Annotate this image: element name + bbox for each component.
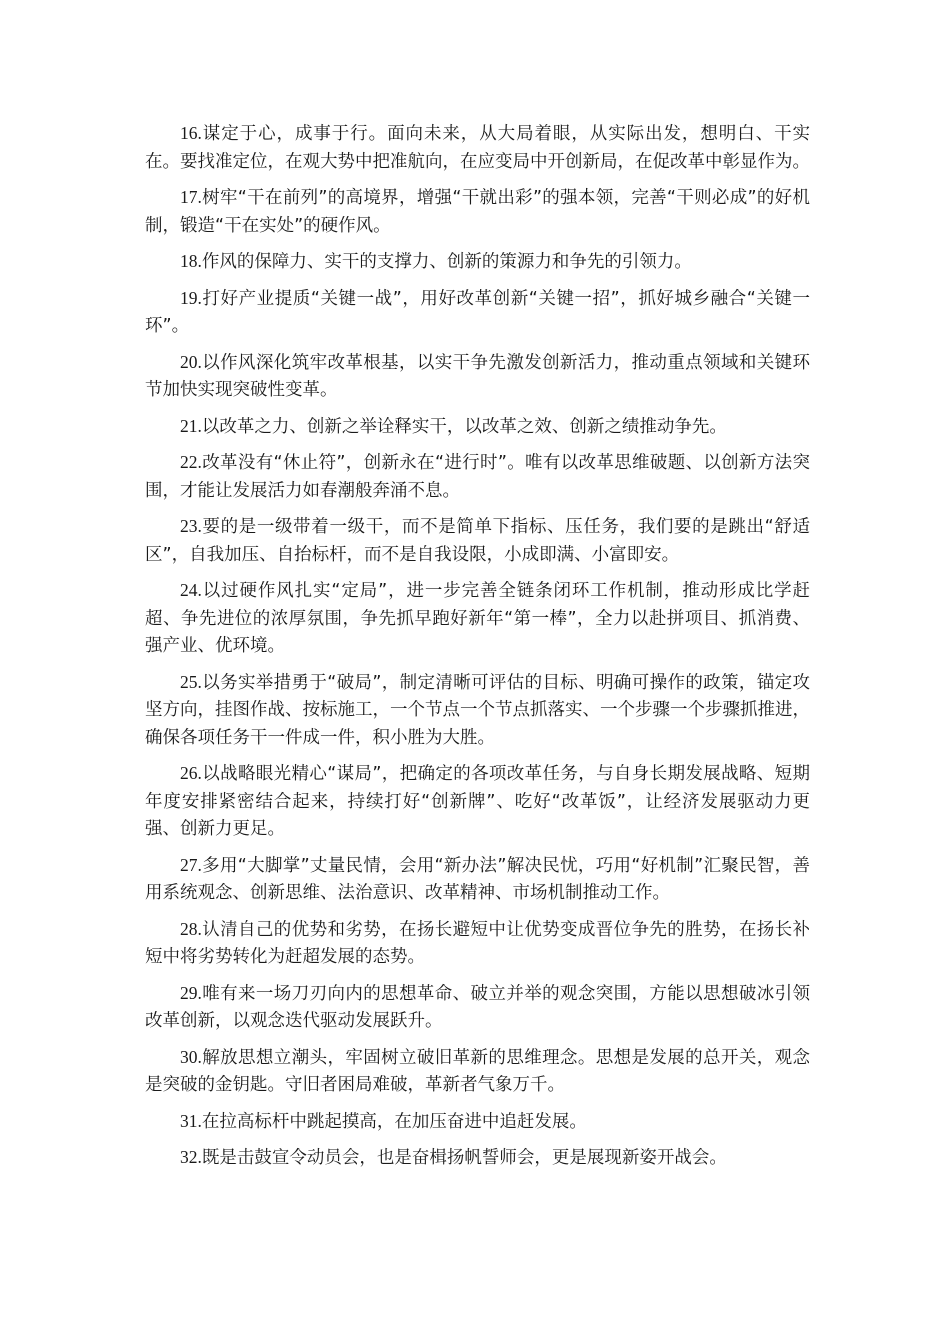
paragraph-text: 在拉高标杆中跳起摸高，在加压奋进中追赶发展。 bbox=[201, 1111, 587, 1132]
paragraph-text: 谋定于心，成事于行。面向未来，从大局着眼，从实际出发，想明白、干实在。要找准定位，在观大势中把准航向，在应变局中开创新局，在促改革中彰显作为。 bbox=[145, 124, 810, 172]
paragraph-22 bbox=[145, 449, 810, 505]
paragraph-26 bbox=[145, 760, 810, 844]
paragraph-text: 改革没有“休止符”，创新永在“进行时”。唯有以改革思维破题、以创新方法突围，才能让发展活力如春潮般奔涌不息。 bbox=[145, 453, 810, 501]
paragraph-text: 树牢“干在前列”的高境界，增强“干就出彩”的强本领，完善“干则必成”的好机制，锻造“干在实处”的硬作风。 bbox=[145, 188, 810, 236]
paragraph-text: 打好产业提质“关键一战”，用好改革创新“关键一招”，抓好城乡融合“关键一环”。 bbox=[145, 288, 810, 336]
paragraph-text: 以战略眼光精心“谋局”，把确定的各项改革任务，与自身长期发展战略、短期年度安排紧密结合起来，持续打好“创新牌”、吃好“改革饭”，让经济发展驱动力更强、创新力更足。 bbox=[145, 764, 810, 839]
paragraph-21 bbox=[145, 413, 810, 442]
paragraph-text: 作风的保障力、实干的支撑力、创新的策源力和争先的引领力。 bbox=[201, 252, 692, 272]
paragraph-text: 以过硬作风扎实“定局”，进一步完善全链条闭环工作机制，推动形成比学赶超、争先进位的浓厚氛围，争先抓早跑好新年“第一棒”，全力以赴拼项目、抓消费、强产业、优环境。 bbox=[145, 581, 810, 656]
paragraph-text: 以改革之力、创新之举诠释实干，以改革之效、创新之绩推动争先。 bbox=[201, 416, 727, 437]
paragraph-number: 29. bbox=[180, 982, 202, 1003]
paragraph-number: 31. bbox=[180, 1110, 202, 1131]
paragraph-18 bbox=[145, 248, 810, 277]
paragraph-number: 27. bbox=[180, 854, 202, 875]
paragraph-text: 解放思想立潮头，牢固树立破旧革新的思维理念。思想是发展的总开关，观念是突破的金钥匙。守旧者困局难破，革新者气象万千。 bbox=[145, 1047, 810, 1095]
paragraph-number: 32. bbox=[180, 1147, 202, 1167]
paragraph-text: 多用“大脚掌”丈量民情，会用“新办法”解决民忧，巧用“好机制”汇聚民智，善用系统观念、创新思维、法治意识、改革精神、市场机制推动工作。 bbox=[145, 855, 810, 903]
paragraph-number: 16. bbox=[180, 123, 202, 143]
paragraph-number: 30. bbox=[180, 1046, 202, 1067]
paragraph-number: 28. bbox=[180, 918, 202, 939]
paragraph-text: 以务实举措勇于“破局”，制定清晰可评估的目标、明确可操作的政策，锚定攻坚方向，挂图作战、按标施工，一个节点一个节点抓落实、一个步骤一个步骤抓推进，确保各项任务干一件成一件，积小胜为大胜。 bbox=[145, 672, 810, 748]
paragraph-number: 26. bbox=[180, 763, 202, 783]
paragraph-text: 认清自己的优势和劣势，在扬长避短中让优势变成晋位争先的胜势，在扬长补短中将劣势转化为赶超发展的态势。 bbox=[145, 919, 810, 967]
paragraph-number: 18. bbox=[180, 251, 202, 271]
paragraph-30 bbox=[145, 1044, 810, 1100]
paragraph-number: 22. bbox=[180, 452, 202, 472]
paragraph-28 bbox=[145, 916, 810, 972]
paragraph-number: 24. bbox=[180, 580, 202, 600]
paragraph-16 bbox=[145, 120, 810, 176]
paragraph-27 bbox=[145, 852, 810, 908]
paragraph-25 bbox=[145, 669, 810, 753]
paragraph-23 bbox=[145, 513, 810, 569]
paragraph-number: 23. bbox=[180, 516, 202, 536]
paragraph-number: 20. bbox=[180, 351, 202, 372]
paragraph-number: 25. bbox=[180, 671, 202, 692]
paragraph-20 bbox=[145, 349, 810, 405]
paragraph-text: 以作风深化筑牢改革根基，以实干争先激发创新活力，推动重点领域和关键环节加快实现突破性变革。 bbox=[145, 352, 810, 400]
paragraph-text: 既是击鼓宣令动员会，也是奋楫扬帆誓师会，更是展现新姿开战会。 bbox=[201, 1148, 727, 1168]
paragraph-text: 要的是一级带着一级干，而不是简单下指标、压任务，我们要的是跳出“舒适区”，自我加压、自抬标杆，而不是自我设限，小成即满、小富即安。 bbox=[145, 517, 810, 565]
paragraph-number: 19. bbox=[180, 287, 202, 308]
paragraph-24 bbox=[145, 577, 810, 661]
paragraph-number: 21. bbox=[180, 415, 202, 436]
document-body bbox=[145, 120, 810, 1181]
paragraph-19 bbox=[145, 285, 810, 341]
paragraph-32 bbox=[145, 1144, 810, 1173]
paragraph-31 bbox=[145, 1108, 810, 1137]
paragraph-29 bbox=[145, 980, 810, 1036]
paragraph-text: 唯有来一场刀刃向内的思想革命、破立并举的观念突围，方能以思想破冰引领改革创新，以观念迭代驱动发展跃升。 bbox=[145, 983, 810, 1031]
paragraph-17 bbox=[145, 184, 810, 240]
paragraph-number: 17. bbox=[180, 187, 202, 207]
